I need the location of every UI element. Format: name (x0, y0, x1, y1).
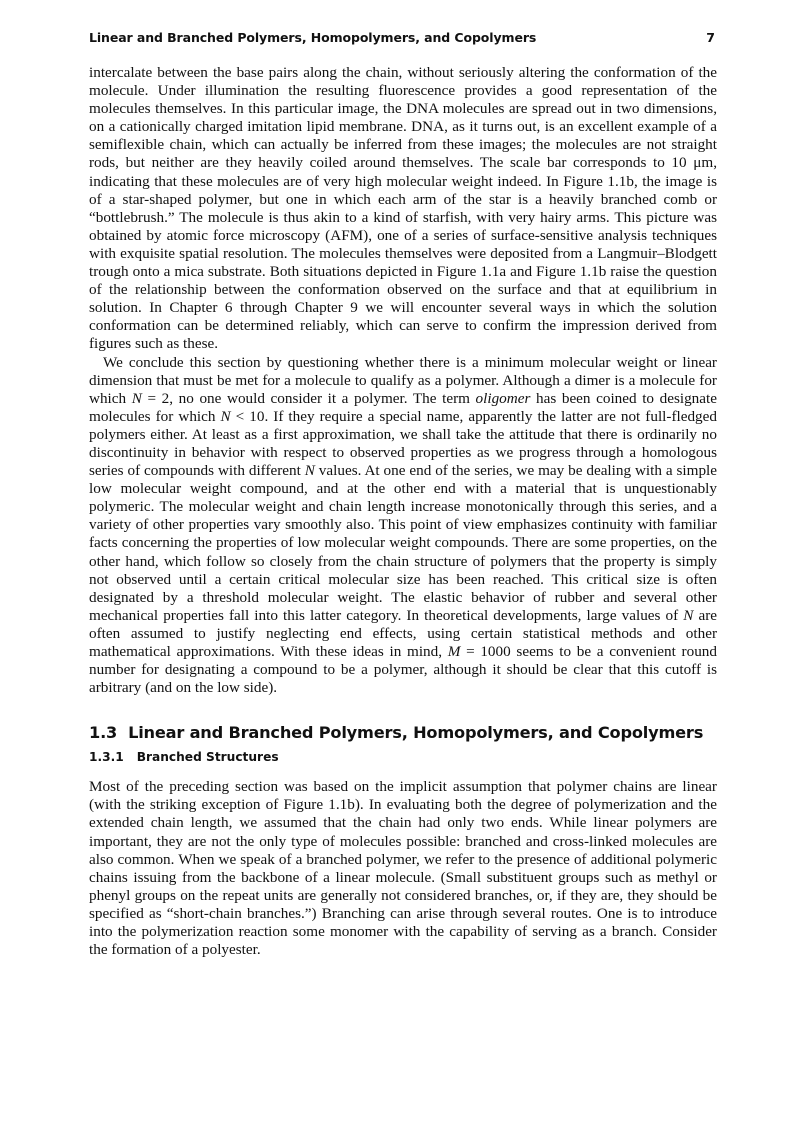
page (89, 30, 717, 959)
symbol-m: M (447, 643, 461, 660)
section-number: 1.3 (89, 723, 118, 743)
symbol-n: N (683, 606, 694, 624)
running-header (89, 30, 717, 54)
section-title: Linear and Branched Polymers, Homopolymers, and Copolymers (128, 723, 704, 743)
paragraph-3 (89, 778, 717, 959)
paragraph-3-text: Most of the preceding section was based on the implicit assumption that polymer chains are linear (with the striking exception of Figure 1.1b). In evaluating both the degree of polymerization and the extended chain length, we assumed that the chain had only two ends. While linear polymers are important, they are not the only type of molecules possible: branched and cross-linked molecules are also common. When we speak of a branched polymer, we refer to the presence of additional polymeric chains issuing from the backbone of a linear molecule. (Small substituent groups such as methyl or phenyl groups on the repeat units are generally not considered branches, or, if they are, they should be specified as “short-chain branches.”) Branching can arise through several routes. One is to introduce into the polymerization reaction some monomer with the capability of serving as a branch. Consider the formation of a polyester. (89, 778, 717, 959)
body-text (89, 64, 717, 697)
subsection-title: Branched Structures (136, 750, 279, 765)
section-body-text (89, 778, 717, 959)
symbol-n: N (220, 407, 231, 425)
subsection-number: 1.3.1 (89, 750, 124, 765)
section-heading (89, 723, 717, 742)
paragraph-1-text: intercalate between the base pairs along the chain, without seriously altering the conformation of the molecule. Under illumination the resulting fluorescence provides a good representation of the molecules themselves. In this particular image, the DNA molecules are spread out in two dimensions, on a cationically charged imitation lipid membrane. DNA, as it turns out, is an excellent example of a semiflexible chain, which can actually be inferred from these images; the molecules are not straight rods, but neither are they heavily coiled around themselves. The scale bar corresponds to 10 μm, indicating that these molecules are of very high molecular weight indeed. In Figure 1.1b, the image is of a star-shaped polymer, but one in which each arm of the star is a heavily branched comb or “bottlebrush.” The molecule is thus akin to a kind of starfish, with very hairy arms. This picture was obtained by atomic force microscopy (AFM), one of a series of surface-sensitive analysis techniques with exquisite spatial resolution. The molecules themselves were deposited from a Langmuir–Blodgett trough onto a mica substrate. Both situations depicted in Figure 1.1a and Figure 1.1b raise the question of the relationship between the conformation observed on the surface and that at equilibrium in solution. In Chapter 6 through Chapter 9 we will encounter several ways in which the solution conformation can be determined reliably, which can serve to confirm the impression derived from figures such as these. (89, 64, 717, 353)
paragraph-2-text-c: has been coined to designate molecules for which (89, 389, 717, 425)
paragraph-2-text-d: < 10. If they require a special name, apparently the latter are not full-fledged polymers either. At least as a first approximation, we shall take the attitude that there is ordinarily no discontinuity in behavior with respect to observed properties as we progress through a homologous series of compounds with different (89, 407, 717, 480)
paragraph-2-text-e: values. At one end of the series, we may be dealing with a simple low molecular weight compound, and at the other end with a material that is unquestionably polymeric. The molecular weight and chain length increase monotonically through this series, and a variety of other properties vary smoothly also. This point of view emphasizes continuity with familiar facts concerning the properties of low molecular weight compounds. There are some properties, on the other hand, which follow so closely from the chain structure of polymers that the property is simply not observed until a certain critical molecular size has been reached. This critical size is often designated by a threshold molecular weight. The elastic behavior of rubber and several other mechanical properties fall into this latter category. In theoretical developments, large values of (89, 462, 717, 624)
paragraph-2 (89, 354, 717, 698)
page-number: 7 (706, 30, 715, 45)
running-title: Linear and Branched Polymers, Homopolymers, and Copolymers (89, 30, 537, 45)
paragraph-2-text-f: are often assumed to justify neglecting end effects, using certain statistical methods and other mathematical approximations. With these ideas in mind, (89, 606, 717, 660)
symbol-n: N (304, 462, 315, 480)
paragraph-1 (89, 64, 717, 354)
paragraph-2-text-b: = 2, no one would consider it a polymer. The term (141, 389, 476, 407)
symbol-n: N (131, 389, 142, 407)
paragraph-2-text-a: We conclude this section by questioning whether there is a minimum molecular weight or linear dimension that must be met for a molecule to qualify as a polymer. Although a dimer is a molecule for which (89, 353, 717, 407)
subsection-heading (89, 750, 717, 764)
paragraph-2-text-g: = 1000 seems to be a convenient round number for designating a compound to be a polymer, although it should be clear that this cutoff is arbitrary (and on the low side). (89, 643, 717, 697)
term-oligomer: oligomer (475, 389, 531, 407)
